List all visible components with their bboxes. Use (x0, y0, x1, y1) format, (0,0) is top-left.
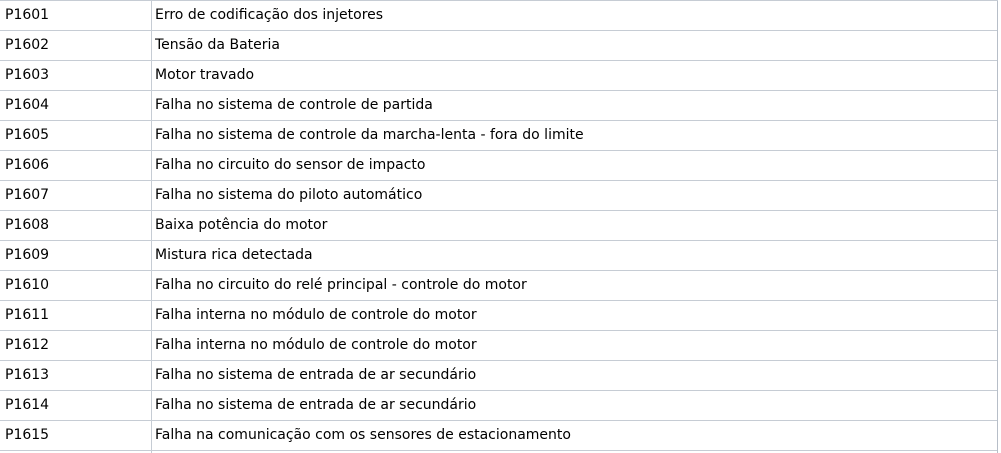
fault-description-cell[interactable]: Tensão da Bateria (155, 37, 280, 53)
table-row[interactable] (0, 331, 997, 361)
fault-description-cell[interactable]: Falha no sistema do piloto automático (155, 187, 423, 203)
fault-description-cell[interactable]: Falha no sistema de entrada de ar secundário (155, 397, 477, 413)
table-row[interactable] (0, 241, 997, 271)
table-row[interactable] (0, 91, 997, 121)
table-row[interactable] (0, 421, 997, 451)
fault-description-cell[interactable]: Baixa potência do motor (155, 217, 328, 233)
fault-description-cell[interactable]: Falha no circuito do sensor de impacto (155, 157, 426, 173)
fault-description-cell[interactable]: Mistura rica detectada (155, 247, 313, 263)
fault-code-cell[interactable]: P1605 (5, 127, 50, 143)
fault-description-cell[interactable]: Falha no sistema de entrada de ar secundário (155, 367, 477, 383)
fault-code-cell[interactable]: P1604 (5, 97, 50, 113)
fault-code-cell[interactable]: P1602 (5, 37, 50, 53)
fault-code-cell[interactable]: P1609 (5, 247, 50, 263)
fault-code-cell[interactable]: P1614 (5, 397, 50, 413)
table-row[interactable] (0, 181, 997, 211)
fault-code-cell[interactable]: P1601 (5, 7, 50, 23)
table-row[interactable] (0, 61, 997, 91)
fault-code-cell[interactable]: P1611 (5, 307, 50, 323)
fault-code-cell[interactable]: P1610 (5, 277, 50, 293)
table-row[interactable] (0, 151, 997, 181)
fault-description-cell[interactable]: Falha interna no módulo de controle do motor (155, 307, 477, 323)
fault-code-cell[interactable]: P1612 (5, 337, 50, 353)
table-row[interactable] (0, 31, 997, 61)
fault-description-cell[interactable]: Erro de codificação dos injetores (155, 7, 384, 23)
table-row[interactable] (0, 211, 997, 241)
table-row[interactable] (0, 361, 997, 391)
fault-code-cell[interactable]: P1608 (5, 217, 50, 233)
fault-code-cell[interactable]: P1615 (5, 427, 50, 443)
fault-code-cell[interactable]: P1613 (5, 367, 50, 383)
table-row[interactable] (0, 301, 997, 331)
fault-description-cell[interactable]: Falha no sistema de controle da marcha-lenta - fora do limite (155, 127, 584, 143)
table-row[interactable] (0, 271, 997, 301)
fault-description-cell[interactable]: Falha no circuito do relé principal - controle do motor (155, 277, 527, 293)
fault-code-cell[interactable]: P1607 (5, 187, 50, 203)
column-divider (151, 0, 152, 453)
fault-code-cell[interactable]: P1606 (5, 157, 50, 173)
fault-description-cell[interactable]: Falha na comunicação com os sensores de estacionamento (155, 427, 571, 443)
table-row[interactable] (0, 1, 997, 31)
fault-description-cell[interactable]: Falha no sistema de controle de partida (155, 97, 433, 113)
fault-description-cell[interactable]: Falha interna no módulo de controle do motor (155, 337, 477, 353)
fault-code-cell[interactable]: P1603 (5, 67, 50, 83)
table-row[interactable] (0, 391, 997, 421)
table-row[interactable] (0, 121, 997, 151)
fault-description-cell[interactable]: Motor travado (155, 67, 255, 83)
